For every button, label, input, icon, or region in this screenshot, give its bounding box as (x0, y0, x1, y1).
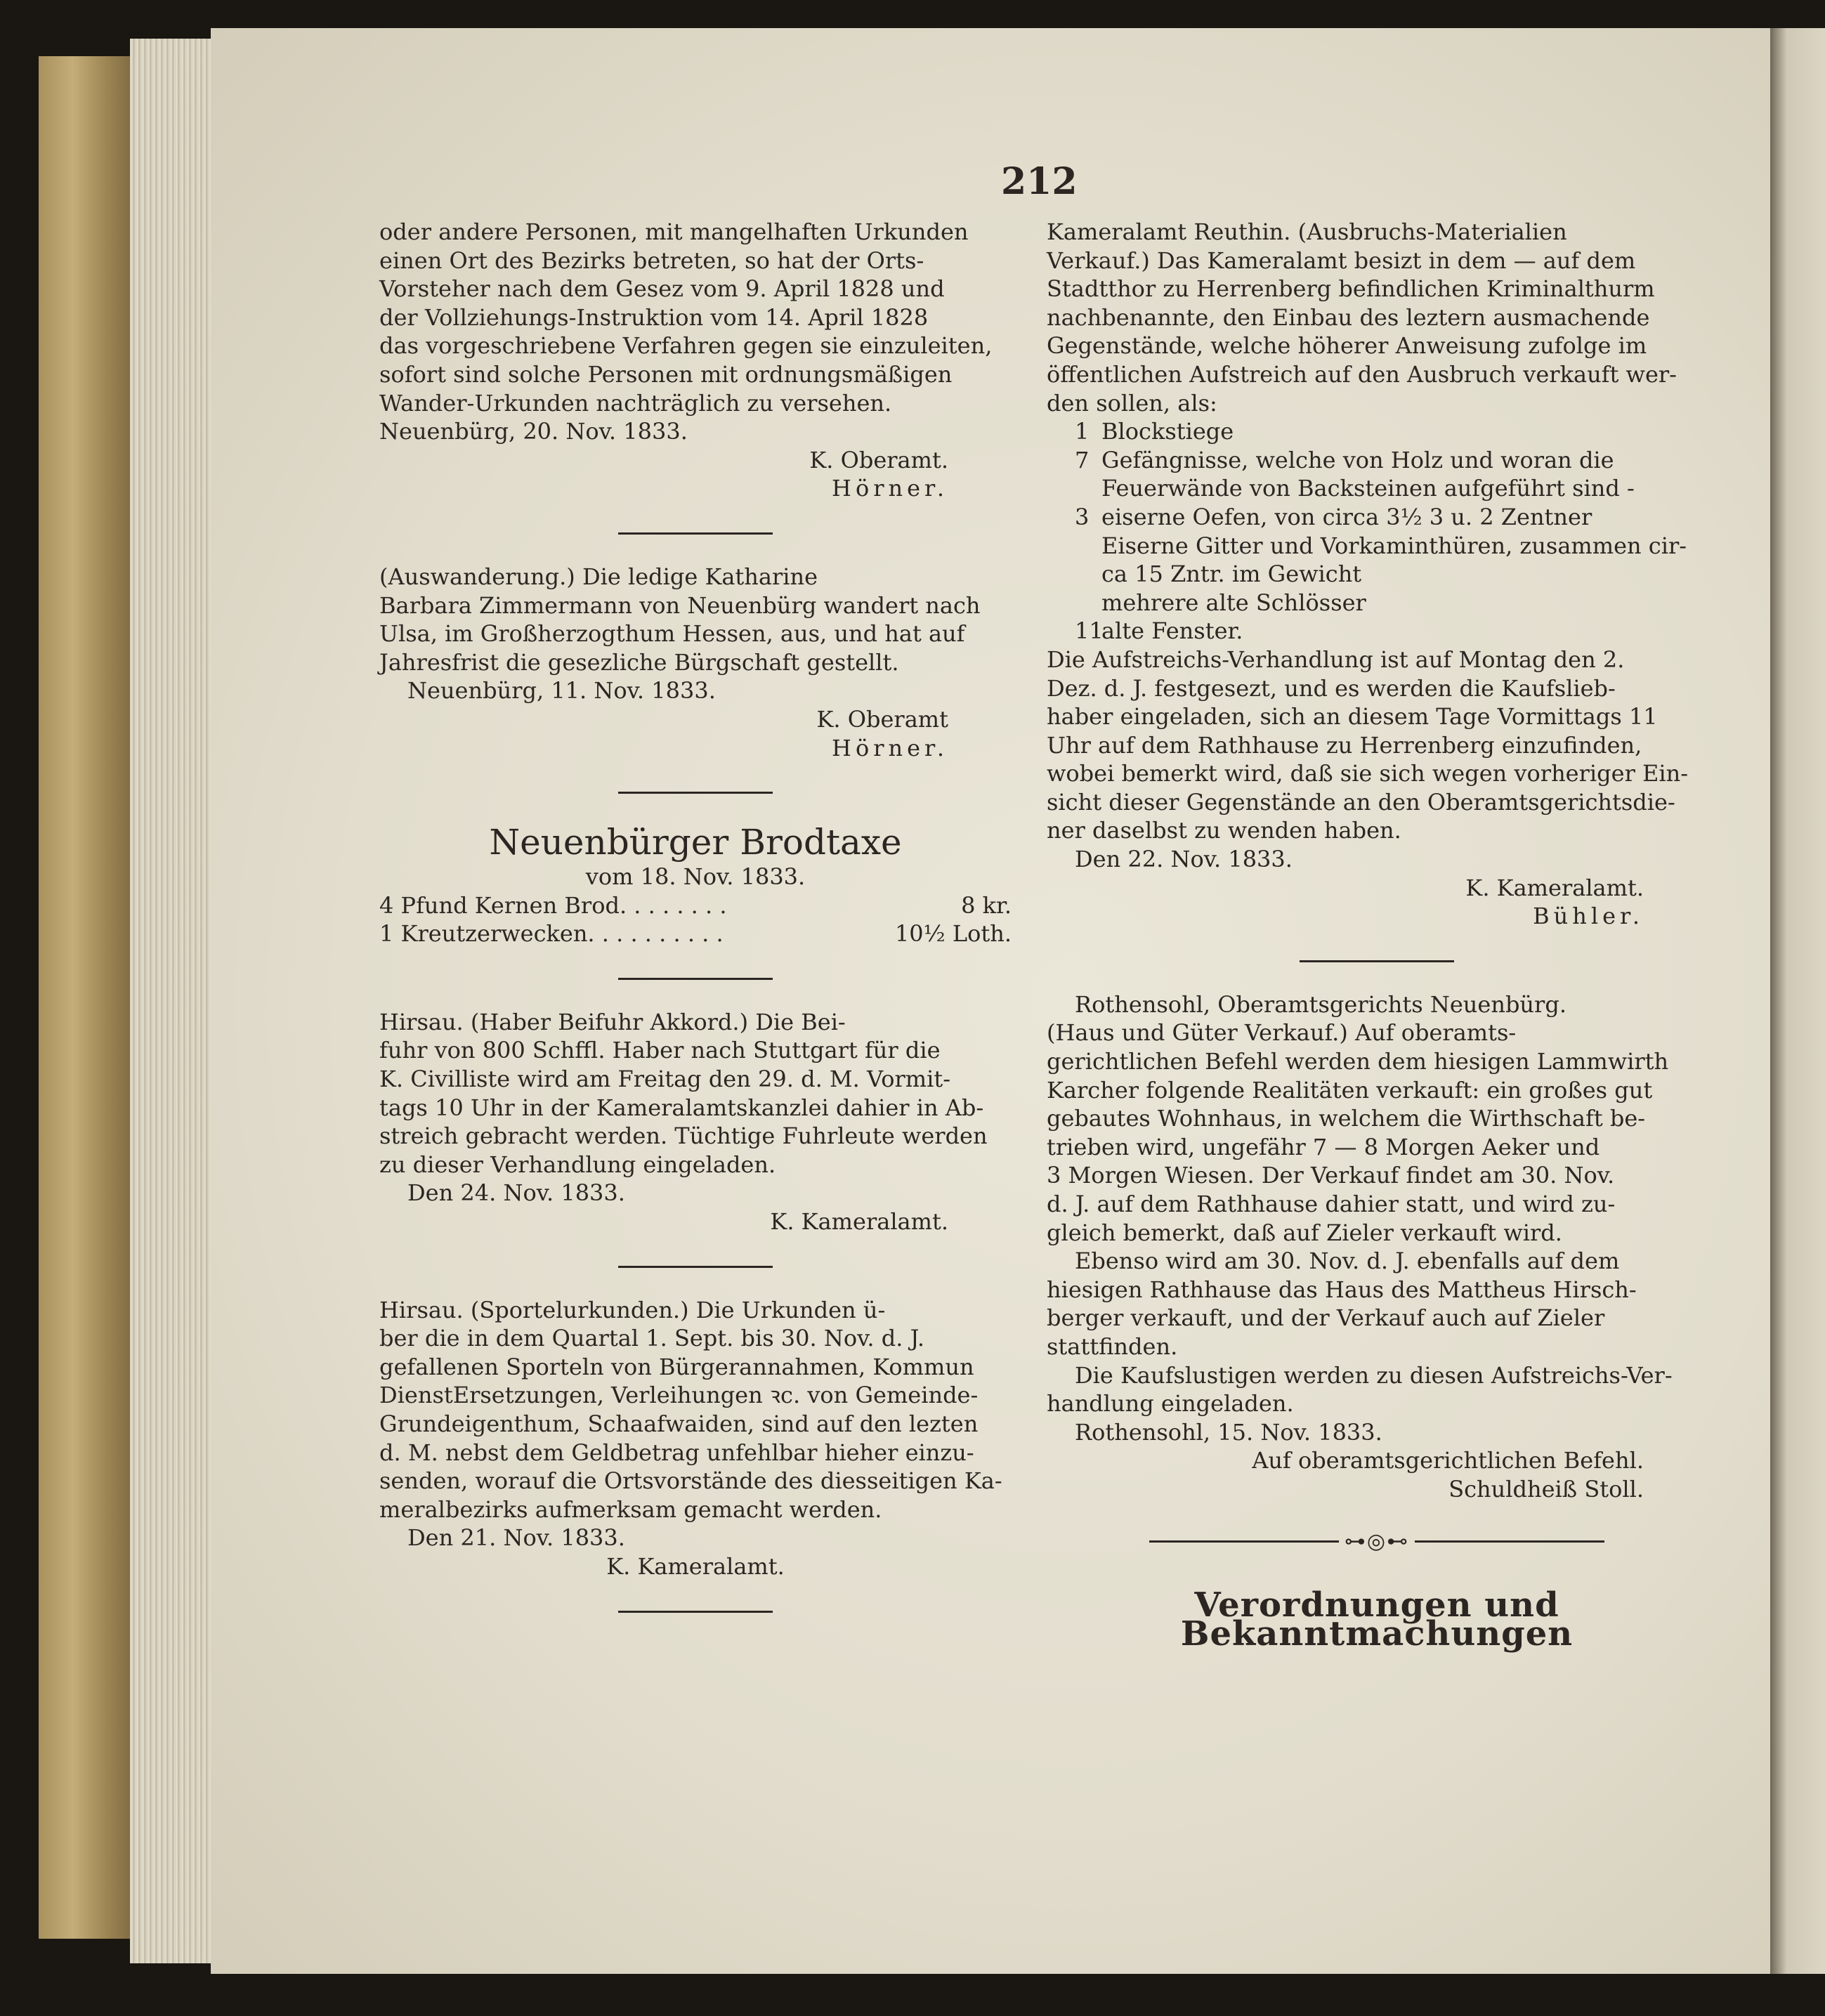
text-line: senden, worauf die Ortsvorstände des diesseitigen Ka- (379, 1467, 1002, 1495)
text-line: ner daselbst zu wenden haben. (1047, 817, 1401, 844)
text-line: haber eingeladen, sich an diesem Tage Vormittags 11 (1047, 703, 1658, 731)
brodtaxe-title: Neuenbürger Brodtaxe (489, 822, 902, 863)
text-line: fuhr von 800 Schffl. Haber nach Stuttgart für die (379, 1037, 941, 1064)
left-column (379, 218, 1012, 1641)
text-line: Verkauf.) Das Kameralamt besizt in dem — auf dem (1047, 247, 1636, 274)
notice-date: Rothensohl, 15. Nov. 1833. (1075, 1418, 1382, 1446)
list-item-count: 11 (1075, 617, 1104, 645)
text-line: nachbenannte, den Einbau des leztern ausmachende (1047, 303, 1650, 331)
notice-3 (379, 1008, 1012, 1236)
text-line: Ulsa, im Großherzogthum Hessen, aus, und hat auf (379, 620, 965, 648)
list-item-text: Gefängnisse, welche von Holz und woran die (1101, 446, 1614, 473)
text-line: Uhr auf dem Rathhause zu Herrenberg einzufinden, (1047, 731, 1642, 759)
list-item (1075, 474, 1707, 503)
text-line: oder andere Personen, mit mangelhaften Urkunden (379, 218, 969, 245)
divider-rule (618, 1611, 773, 1613)
list-item (1075, 446, 1707, 475)
notice-6 (1047, 990, 1707, 1504)
ornament-bar-right (1415, 1540, 1604, 1543)
text-line: sicht dieser Gegenstände an den Oberamtsgerichtsdie- (1047, 788, 1675, 816)
ornament-bar-left (1149, 1540, 1339, 1543)
divider-rule (1300, 960, 1454, 962)
text-line: zu dieser Verhandlung eingeladen. (379, 1151, 776, 1178)
list-item-count (1075, 474, 1101, 503)
text-line: Barbara Zimmermann von Neuenbürg wandert nach (379, 591, 981, 619)
notice-authority: K. Kameralamt. (1465, 874, 1644, 901)
brodtaxe-subtitle: vom 18. Nov. 1833. (585, 863, 806, 891)
text-line: tags 10 Uhr in der Kameralamtskanzlei dahier in Ab- (379, 1094, 984, 1121)
text-line: den sollen, als: (1047, 389, 1217, 417)
text-line: trieben wird, ungefähr 7 — 8 Morgen Aeker und (1047, 1133, 1600, 1160)
text-line: handlung eingeladen. (1047, 1390, 1294, 1418)
text-line: Hirsau. (Sportelurkunden.) Die Urkunden ü- (379, 1296, 886, 1323)
next-page-edge (1770, 28, 1825, 1974)
list-item (1075, 589, 1707, 617)
brodtaxe-price: 8 kr. (961, 891, 1012, 919)
notice-authority: K. Oberamt. (809, 446, 948, 473)
list-item-count: 3 (1075, 503, 1090, 530)
list-item-text: Feuerwände von Backsteinen aufgeführt sind - (1101, 475, 1635, 502)
text-line: Gegenstände, welche höherer Anweisung zufolge im (1047, 332, 1647, 360)
text-line: Rothensohl, Oberamtsgerichts Neuenbürg. (1075, 990, 1566, 1018)
notice-signer: Hörner. (832, 475, 948, 502)
notice-2 (379, 563, 1012, 762)
list-item-text: eiserne Oefen, von circa 3½ 3 u. 2 Zentner (1101, 503, 1592, 530)
text-line: Karcher folgende Realitäten verkauft: ein großes gut (1047, 1076, 1653, 1104)
text-line: Dez. d. J. festgesezt, und es werden die Kaufslieb- (1047, 674, 1616, 702)
list-item-text: alte Fenster. (1101, 617, 1243, 645)
text-line: Grundeigenthum, Schaafwaiden, sind auf den lezten (379, 1410, 979, 1437)
notice-signer: Schuldheiß Stoll. (1448, 1475, 1644, 1503)
list-item-text: Eiserne Gitter und Vorkaminthüren, zusammen cir- (1101, 532, 1687, 559)
divider-rule (618, 978, 773, 980)
brodtaxe-leader: . . . . . . . . (619, 891, 727, 919)
list-item-text: Blockstiege (1101, 418, 1234, 445)
divider-rule (618, 1266, 773, 1268)
text-line: Die Kaufslustigen werden zu diesen Aufstreichs-Ver- (1075, 1361, 1673, 1389)
list-item-text: ca 15 Zntr. im Gewicht (1101, 561, 1362, 588)
text-line: berger verkauft, und der Verkauf auch auf Zieler (1047, 1304, 1605, 1332)
text-line: d. M. nebst dem Geldbetrag unfehlbar hieher einzu- (379, 1439, 974, 1466)
divider-rule (618, 532, 773, 535)
brodtaxe-item: 1 Kreutzerwecken (379, 920, 588, 948)
list-item (1075, 417, 1707, 446)
text-line: Hirsau. (Haber Beifuhr Akkord.) Die Bei- (379, 1008, 846, 1035)
notice-signer: Bühler. (1533, 903, 1644, 930)
text-line: (Auswanderung.) Die ledige Katharine (379, 563, 818, 590)
text-line: Ebenso wird am 30. Nov. d. J. ebenfalls auf dem (1075, 1248, 1620, 1275)
text-line: K. Civilliste wird am Freitag den 29. d. M. Vormit- (379, 1066, 950, 1093)
brodtaxe (379, 822, 1012, 948)
list-item-text: mehrere alte Schlösser (1101, 589, 1366, 616)
ornament-icon: ⊶◎⊷ (1344, 1529, 1410, 1554)
brodtaxe-price: 10½ Loth. (894, 920, 1012, 948)
list-item-count (1075, 532, 1101, 561)
ornamental-divider (1047, 1528, 1707, 1557)
divider-rule (618, 792, 773, 794)
notice-authority: K. Kameralamt. (606, 1552, 785, 1580)
text-line: wobei bemerkt wird, daß sie sich wegen vorheriger Ein- (1047, 760, 1689, 787)
notice-authority: K. Kameralamt. (770, 1208, 948, 1236)
right-column (1047, 218, 1707, 1654)
text-line: einen Ort des Bezirks betreten, so hat der Orts- (379, 247, 924, 274)
list-item-count (1075, 560, 1101, 589)
notice-signer: Hörner. (832, 734, 948, 761)
text-line: hiesigen Rathhause das Haus des Mattheus Hirsch- (1047, 1276, 1637, 1303)
notice-date: Neuenbürg, 20. Nov. 1833. (379, 418, 688, 445)
notice-4 (379, 1296, 1012, 1581)
notice-1 (379, 218, 1012, 503)
section-heading: Verordnungen und Bekanntmachungen (1180, 1585, 1574, 1654)
text-line: Kameralamt Reuthin. (Ausbruchs-Materialien (1047, 218, 1567, 245)
notice-authority: K. Oberamt (816, 705, 948, 733)
notice-5-closing (1047, 646, 1707, 931)
text-line: das vorgeschriebene Verfahren gegen sie einzuleiten, (379, 332, 993, 360)
text-line: DienstErsetzungen, Verleihungen ꝛc. von Gemeinde- (379, 1382, 979, 1409)
list-item-count: 7 (1075, 446, 1090, 473)
list-item-count: 1 (1075, 418, 1090, 445)
text-line: streich gebracht werden. Tüchtige Fuhrleute werden (379, 1122, 988, 1150)
text-line: gebautes Wohnhaus, in welchem die Wirthschaft be- (1047, 1105, 1646, 1132)
text-line: sofort sind solche Personen mit ordnungsmäßigen (379, 360, 953, 388)
materials-list (1047, 417, 1707, 646)
text-line: ber die in dem Quartal 1. Sept. bis 30. Nov. d. J. (379, 1325, 925, 1352)
text-line: Jahresfrist die gesezliche Bürgschaft gestellt. (379, 648, 899, 676)
notice-5 (1047, 218, 1707, 417)
notice-date: Den 21. Nov. 1833. (407, 1524, 625, 1552)
text-line: d. J. auf dem Rathhause dahier statt, und wird zu- (1047, 1191, 1616, 1217)
text-line: 3 Morgen Wiesen. Der Verkauf findet am 30. Nov. (1047, 1162, 1615, 1189)
list-item (1075, 503, 1707, 532)
book-edge (39, 56, 137, 1939)
text-line: stattfinden. (1047, 1333, 1178, 1360)
text-line: gefallenen Sporteln von Bürgerannahmen, Kommun (379, 1353, 974, 1380)
list-item (1075, 532, 1707, 561)
text-line: Die Aufstreichs-Verhandlung ist auf Montag den 2. (1047, 646, 1625, 673)
notice-date: Den 22. Nov. 1833. (1075, 846, 1293, 873)
list-item (1075, 617, 1707, 646)
list-item-count (1075, 589, 1101, 617)
list-item (1075, 560, 1707, 589)
page-number: 212 (1001, 160, 1078, 203)
notice-date: Neuenbürg, 11. Nov. 1833. (407, 677, 716, 705)
text-line: Stadtthor zu Herrenberg befindlichen Kriminalthurm (1047, 275, 1655, 303)
text-line: gerichtlichen Befehl werden dem hiesigen Lammwirth (1047, 1048, 1669, 1075)
text-line: öffentlichen Aufstreich auf den Ausbruch verkauft wer- (1047, 360, 1677, 388)
brodtaxe-leader: . . . . . . . . . . (587, 920, 724, 948)
text-line: meralbezirks aufmerksam gemacht werden. (379, 1495, 882, 1523)
brodtaxe-row (379, 919, 1012, 948)
notice-date: Den 24. Nov. 1833. (407, 1179, 625, 1207)
text-line: gleich bemerkt, daß auf Zieler verkauft wird. (1047, 1219, 1562, 1246)
text-line: Vorsteher nach dem Gesez vom 9. April 1828 und (379, 275, 945, 303)
text-line: der Vollziehungs-Instruktion vom 14. April 1828 (379, 303, 929, 331)
notice-authority: Auf oberamtsgerichtlichen Befehl. (1252, 1447, 1644, 1474)
text-line: Wander-Urkunden nachträglich zu versehen. (379, 389, 892, 417)
brodtaxe-row (379, 891, 1012, 920)
brodtaxe-item: 4 Pfund Kernen Brod (379, 891, 620, 919)
text-line: (Haus und Güter Verkauf.) Auf oberamts- (1047, 1019, 1517, 1047)
